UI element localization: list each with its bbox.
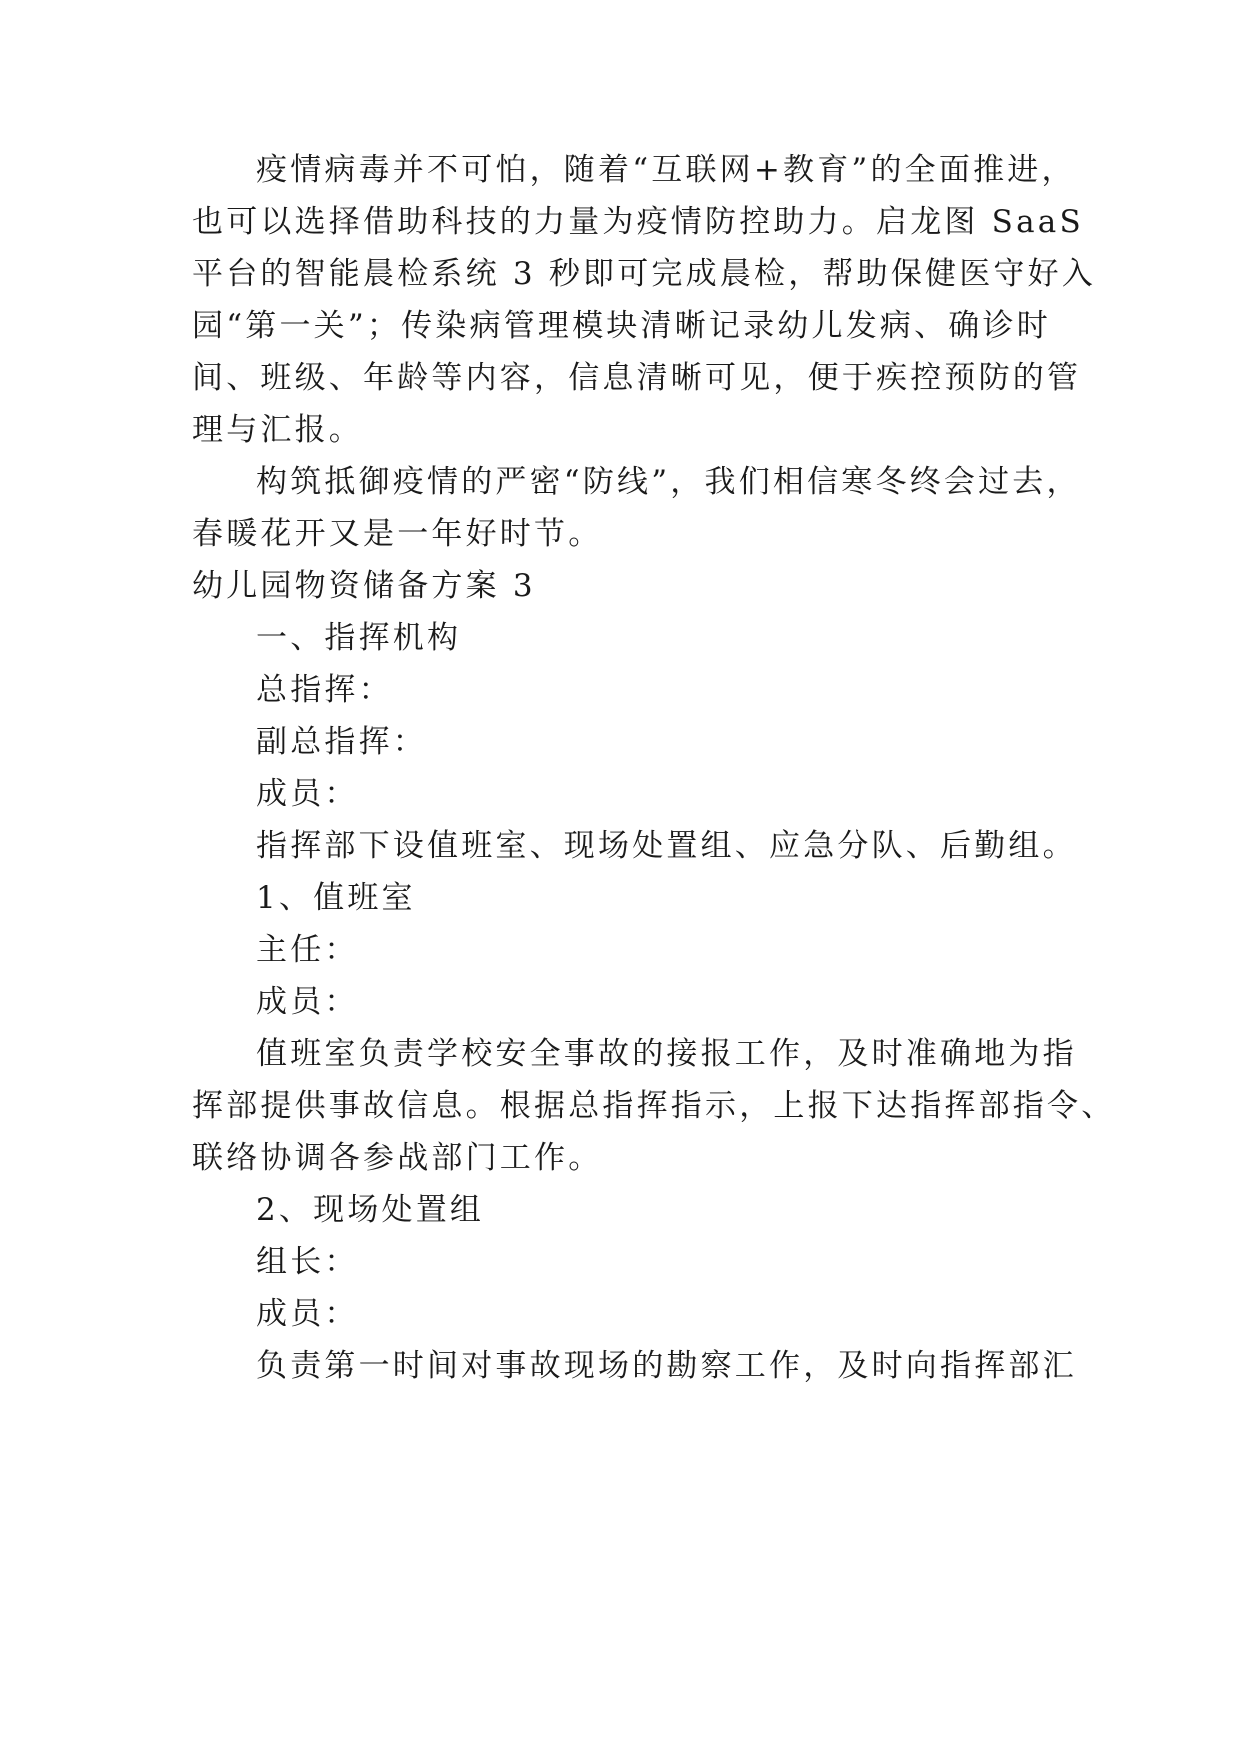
structure-summary: 指挥部下设值班室、现场处置组、应急分队、后勤组。 [256,828,1077,864]
heading-onsite-group: 2、现场处置组 [256,1192,485,1228]
paragraph-2-line-2: 春暖花开又是一年好时节。 [192,516,603,552]
paragraph-1-line-4: 园“第一关”；传染病管理模块清晰记录幼儿发病、确诊时 [192,308,1051,344]
duty-room-desc-line-1: 值班室负责学校安全事故的接报工作，及时准确地为指 [256,1036,1077,1072]
paragraph-1-line-1: 疫情病毒并不可怕，随着“互联网+教育”的全面推进， [256,152,1076,188]
label-deputy-commander: 副总指挥： [256,724,427,760]
duty-room-desc-line-2: 挥部提供事故信息。根据总指挥指示，上报下达指挥部指令、 [192,1088,1116,1124]
paragraph-1-line-2: 也可以选择借助科技的力量为疫情防控助力。启龙图 SaaS [192,204,1084,240]
label-group-leader: 组长： [256,1244,359,1280]
paragraph-2-line-1: 构筑抵御疫情的严密“防线”，我们相信寒冬终会过去， [256,464,1081,500]
label-director: 主任： [256,932,359,968]
paragraph-1-line-3: 平台的智能晨检系统 3 秒即可完成晨检，帮助保健医守好入 [192,256,1097,292]
label-members: 成员： [256,776,359,812]
heading-command-structure: 一、指挥机构 [256,620,462,656]
label-onsite-members: 成员： [256,1296,359,1332]
label-duty-room-members: 成员： [256,984,359,1020]
heading-duty-room: 1、值班室 [256,880,416,916]
paragraph-1-line-5: 间、班级、年龄等内容，信息清晰可见，便于疾控预防的管 [192,360,1082,396]
onsite-desc-line-1: 负责第一时间对事故现场的勘察工作，及时向指挥部汇 [256,1348,1077,1384]
section-title: 幼儿园物资储备方案 3 [192,568,536,604]
label-commander: 总指挥： [256,672,393,708]
paragraph-1-line-6: 理与汇报。 [192,412,363,448]
duty-room-desc-line-3: 联络协调各参战部门工作。 [192,1140,603,1176]
